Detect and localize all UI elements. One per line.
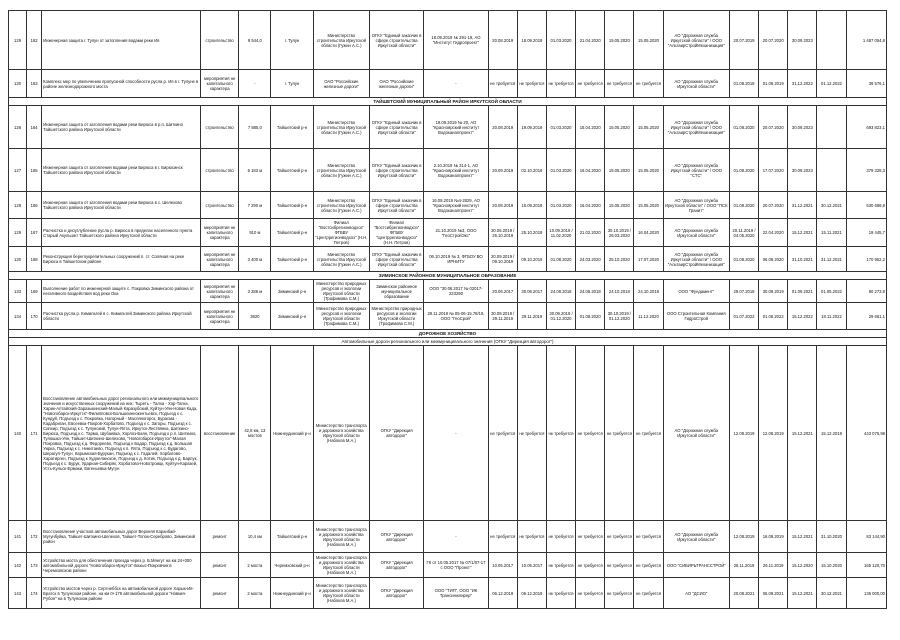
cell-d6: 16.04.2020 bbox=[634, 219, 663, 247]
cell-n: 140 bbox=[9, 346, 27, 521]
cell-cap: 2 моста bbox=[239, 578, 271, 609]
cell-d10: 31.10.2020 bbox=[817, 521, 846, 553]
cell-cust: Филиал "Востсибрегионводхоз" ФГБВУ "Центррегионводхоз" (Н.Н. Петров) bbox=[313, 219, 369, 247]
cell-type: строительство bbox=[201, 192, 239, 219]
cell-d6: 17.07.2020 bbox=[634, 247, 663, 272]
cell-d9: 15.12.2020 bbox=[788, 553, 817, 578]
table-row bbox=[9, 70, 887, 98]
cell-d9: 15.12.2021 bbox=[788, 346, 817, 521]
cell-d9: 30.09.2023 bbox=[788, 11, 817, 70]
cell-cap: 7 885,0 bbox=[239, 106, 271, 149]
cell-d9: 31.12.2022 bbox=[788, 70, 817, 98]
cell-d1: 20.08.2019 bbox=[488, 192, 517, 219]
cell-name: Комплекс мер по увеличению пропускной способности русла р. Ия в г. Тулуне в районе железнодорожного моста bbox=[42, 70, 201, 98]
cell-d8: 01.06.2022 bbox=[759, 303, 788, 330]
cell-d9: 30.09.2023 bbox=[788, 106, 817, 149]
cell-sum: 443 075,98 bbox=[846, 346, 886, 521]
cell-cap: 10,4 км bbox=[239, 521, 271, 553]
cell-n: 128 bbox=[9, 192, 27, 219]
cell-cust: Министерство транспорта и дорожного хозяйства Иркутской области (Набоков М.А.) bbox=[313, 346, 369, 521]
cell-d6: 24.10.2018 bbox=[634, 280, 663, 303]
cell-d3: не требуется bbox=[546, 578, 575, 609]
cell-n: 141 bbox=[9, 521, 27, 553]
cell-d5: 15.05.2020 bbox=[605, 192, 634, 219]
cell-type: мероприятия не капитального характера bbox=[201, 280, 239, 303]
cell-n: 129 bbox=[9, 11, 27, 70]
cell-d5: не требуется bbox=[605, 578, 634, 609]
cell-d7: 01.08.2020 bbox=[729, 106, 758, 149]
cell-d8: 01.08.2019 bbox=[759, 70, 788, 98]
cell-doc: 29.11.2019 № 05-06-15.78/19, ООО "ГеоСрой" bbox=[424, 303, 488, 330]
cell-d5: 15.05.2020 bbox=[605, 106, 634, 149]
cell-id: 165 bbox=[27, 149, 42, 192]
section-header-taishet-label: ТАЙШЕТСКИЙ МУНИЦИПАЛЬНЫЙ РАЙОН ИРКУТСКОЙ ОБЛАСТИ bbox=[9, 98, 887, 106]
cell-d9: 30.09.2023 bbox=[788, 149, 817, 192]
table-row bbox=[9, 553, 887, 578]
table-row bbox=[9, 149, 887, 192]
cell-place: Тайшетский р-н bbox=[271, 521, 313, 553]
cell-dev: Филиал "Востсибрегионводхоз" ФГБВУ "Центррегионводхоз" (Н.Н. Петров) bbox=[369, 219, 423, 247]
cell-d8: 20.07.2020 bbox=[759, 192, 788, 219]
cell-id: 166 bbox=[27, 192, 42, 219]
cell-d1: 20.09.2019 / 09.10.2019 bbox=[488, 247, 517, 272]
table-row bbox=[9, 303, 887, 330]
cell-sum: 83 144,90 bbox=[846, 521, 886, 553]
cell-type: восстановление bbox=[201, 346, 239, 521]
cell-d6: не требуется bbox=[634, 70, 663, 98]
cell-contr: АО "Дорожная служба Иркутской области" bbox=[663, 346, 729, 521]
cell-id: 164 bbox=[27, 106, 42, 149]
cell-d3: 01.08.2020 bbox=[546, 247, 575, 272]
cell-name: Расчистка и дноуглубление русла р. Бирюса в пределах населенного пункта Старый Акульшет Тайшетского района Иркутской области bbox=[42, 219, 201, 247]
cell-n: 133 bbox=[9, 280, 27, 303]
table-row bbox=[9, 521, 887, 553]
cell-type: ремонт bbox=[201, 578, 239, 609]
cell-d8: 12.08.2019 bbox=[759, 346, 788, 521]
cell-dev: ОАО "Российские железные дороги" bbox=[369, 70, 423, 98]
subsection-header-road bbox=[9, 338, 887, 346]
cell-type: ремонт bbox=[201, 521, 239, 553]
cell-d3: не требуется bbox=[546, 346, 575, 521]
cell-d6: 15.05.2020 bbox=[634, 149, 663, 192]
cell-d10: 30.12.2021 bbox=[817, 192, 846, 219]
cell-d3: не требуется bbox=[546, 553, 575, 578]
cell-name: Инженерная защита от затопления водами реки Бирюса в г. Бирюсинск Тайшетского района Иркутской области bbox=[42, 149, 201, 192]
cell-d1: не требуется bbox=[488, 521, 517, 553]
cell-sum: 29 661,1 bbox=[846, 303, 886, 330]
cell-d9: 15.12.2021 bbox=[788, 219, 817, 247]
cell-place: Тайшетский р-н bbox=[271, 192, 313, 219]
cell-cap: 9 544,0 bbox=[239, 11, 271, 70]
cell-d2: 29.11.2019 bbox=[517, 303, 546, 330]
cell-type: строительство bbox=[201, 106, 239, 149]
cell-d9: 31.10.2021 bbox=[788, 247, 817, 272]
cell-name: Инженерная защита от затопления водами реки Бирюса в с. Шелехово Тайшетского района Иркутской области bbox=[42, 192, 201, 219]
cell-d7: 26.11.2019 bbox=[729, 553, 758, 578]
section-header-road bbox=[9, 330, 887, 338]
cell-d1: 30.08.2019 / 29.11.2019 bbox=[488, 303, 517, 330]
cell-dev: ОГКУ "Дирекция автодорог" bbox=[369, 521, 423, 553]
cell-d4: 21.02.2020 bbox=[576, 219, 605, 247]
cell-place: Тайшетский р-н bbox=[271, 106, 313, 149]
cell-sum: 136 000,00 bbox=[846, 578, 886, 609]
cell-d4: не требуется bbox=[576, 578, 605, 609]
cell-d4: 15.04.2020 bbox=[576, 106, 605, 149]
cell-place: Черемховский р-н bbox=[271, 553, 313, 578]
cell-n: 134 bbox=[9, 303, 27, 330]
cell-cap: 6 183 м bbox=[239, 149, 271, 192]
cell-d4: 01.08.2020 bbox=[576, 303, 605, 330]
cell-d3: 01.03.2020 bbox=[546, 149, 575, 192]
cell-id: 162 bbox=[27, 11, 42, 70]
cell-d9: 01.09.2021 bbox=[788, 280, 817, 303]
cell-name: Реконструкция берегоукрепительных сооружений п. ст. Соляная на реке Бирюса в Тайшетском районе bbox=[42, 247, 201, 272]
cell-sum: 19 445,7 bbox=[846, 219, 886, 247]
cell-d6: не требуется bbox=[634, 346, 663, 521]
cell-d10 bbox=[817, 11, 846, 70]
table-body bbox=[9, 11, 887, 609]
cell-d4: 16.04.2020 bbox=[576, 192, 605, 219]
cell-d5: не требуется bbox=[605, 521, 634, 553]
table-row bbox=[9, 106, 887, 149]
cell-place: Зиминский р-н bbox=[271, 280, 313, 303]
cell-id: 168 bbox=[27, 247, 42, 272]
cell-id: 172 bbox=[27, 521, 42, 553]
cell-d2: 18.09.2019 bbox=[517, 11, 546, 70]
cell-sum: 1 487 054,8 bbox=[846, 11, 886, 70]
cell-place: Нижнеудинский р-н bbox=[271, 346, 313, 521]
cell-doc: - bbox=[424, 521, 488, 553]
cell-d1: не требуется bbox=[488, 70, 517, 98]
cell-cust: Министерство природных ресурсов и экологии Иркутской области (Трофимова С.М.) bbox=[313, 303, 369, 330]
cell-cust: Министерство строительства Иркутской области (Гужин А.С.) bbox=[313, 11, 369, 70]
cell-sum: 165 120,70 bbox=[846, 553, 886, 578]
cell-cap: 42,8 км, 13 мостов bbox=[239, 346, 271, 521]
cell-d4: не требуется bbox=[576, 346, 605, 521]
cell-dev: ОГКУ "Единый заказчик в сфере строительства Иркутской области" bbox=[369, 247, 423, 272]
cell-n: 129 bbox=[9, 219, 27, 247]
cell-dev: Зиминское районное муниципальное образование bbox=[369, 280, 423, 303]
cell-d8: 06.09.2021 bbox=[759, 578, 788, 609]
cell-cap: - bbox=[239, 70, 271, 98]
cell-type: строительство bbox=[201, 11, 239, 70]
cell-id: 173 bbox=[27, 553, 42, 578]
cell-id: 163 bbox=[27, 70, 42, 98]
cell-d5: не требуется bbox=[605, 346, 634, 521]
cell-d6: не требуется bbox=[634, 578, 663, 609]
cell-d8: 16.08.2019 bbox=[759, 521, 788, 553]
cell-d10: 15.12.2019 bbox=[817, 346, 846, 521]
cell-place: г. Тулун bbox=[271, 70, 313, 98]
cell-place: Нижнеудинский р-н bbox=[271, 578, 313, 609]
cell-sum: 379 328,3 bbox=[846, 149, 886, 192]
cell-n: 126 bbox=[9, 106, 27, 149]
cell-contr: АО "Дорожная служба Иркутской области" bbox=[663, 219, 729, 247]
cell-contr: АО "Дорожная служба Иркутской области" / ООО "АльтаирСтройМеханизация" bbox=[663, 247, 729, 272]
cell-d4: 16.04.2020 bbox=[576, 149, 605, 192]
cell-d2: 25.10.2019 bbox=[517, 219, 546, 247]
cell-name: Восстановление участков автомобильных дорог Верхняя Каранбай-Мугунбуйка, Тайшет-Шиткино-Шелехов, Тайшет-Топок-Сереброво, Зиминский район bbox=[42, 521, 201, 553]
table-row bbox=[9, 578, 887, 609]
cell-cust: Министерство строительства Иркутской области (Гужин А.С.) bbox=[313, 247, 369, 272]
cell-d2: 10.05.2017 bbox=[517, 553, 546, 578]
cell-contr: АО "Дорожная служба Иркутской области" / ООО "АльтаирСтройМеханизация" bbox=[663, 11, 729, 70]
table-row bbox=[9, 192, 887, 219]
cell-d6: не требуется bbox=[634, 553, 663, 578]
cell-d3: 24.08.2018 bbox=[546, 280, 575, 303]
cell-d10: 31.12.2021 bbox=[817, 247, 846, 272]
cell-d5: 15.05.2020 bbox=[605, 149, 634, 192]
cell-dev: ОГКУ "Единый заказчик в сфере строительства Иркутской области" bbox=[369, 106, 423, 149]
cell-n: 142 bbox=[9, 553, 27, 578]
cell-contr: ООО "СИБИРЬТРАНССТРОЙ" bbox=[663, 553, 729, 578]
cell-cap: 3920 bbox=[239, 303, 271, 330]
cell-cust: Министерство строительства Иркутской области (Гужин А.С.) bbox=[313, 106, 369, 149]
cell-d1: 20.06.2017 bbox=[488, 280, 517, 303]
cell-d6: 15.05.2020 bbox=[634, 11, 663, 70]
cell-id: 171 bbox=[27, 346, 42, 521]
cell-n: 127 bbox=[9, 149, 27, 192]
cell-d5: 30.10.2019 / 26.03.2020 bbox=[605, 219, 634, 247]
cell-d8: 20.07.2020 bbox=[759, 11, 788, 70]
cell-type: строительство bbox=[201, 149, 239, 192]
cell-d8: 30.09.2019 bbox=[759, 280, 788, 303]
cell-d10: 01.05.2022 bbox=[817, 280, 846, 303]
subsection-header-road-label: Автомобильные дороги регионального или межмуниципального значения (ОГКУ "Дирекция автодорог") bbox=[9, 338, 887, 346]
cell-doc: ООО "30.06.2017 № 02017-223290 bbox=[424, 280, 488, 303]
cell-cap: 3 286 м bbox=[239, 280, 271, 303]
cell-d1: не требуется bbox=[488, 346, 517, 521]
section-header-zima-label: ЗИМИНСКОЕ РАЙОННОЕ МУНИЦИПАЛЬНОЕ ОБРАЗОВАНИЕ bbox=[9, 272, 887, 280]
cell-cap: 3 400 м bbox=[239, 247, 271, 272]
cell-d9: 31.12.2021 bbox=[788, 192, 817, 219]
cell-id: 170 bbox=[27, 303, 42, 330]
cell-d8: 22.04.2020 bbox=[759, 219, 788, 247]
cell-dev: ОГКУ "Единый заказчик в сфере строительства Иркутской области" bbox=[369, 149, 423, 192]
cell-doc: 18.09.2019 № 291-19, АО "Институт Гидропроект" bbox=[424, 11, 488, 70]
cell-d6: 15.05.2020 bbox=[634, 106, 663, 149]
cell-d8: 06.08.2020 bbox=[759, 247, 788, 272]
cell-d9: 15.12.2021 bbox=[788, 521, 817, 553]
cell-dev: ОГКУ "Единый заказчик в сфере строительства Иркутской области" bbox=[369, 192, 423, 219]
cell-dev: Министерство природных ресурсов и экологии Иркутской области (Трофимова С.М.) bbox=[369, 303, 423, 330]
cell-d4: 24.08.2018 bbox=[576, 280, 605, 303]
cell-d4: 21.04.2020 bbox=[576, 11, 605, 70]
cell-d2: не требуется bbox=[517, 346, 546, 521]
cell-d10 bbox=[817, 106, 846, 149]
cell-cap: 2 моста bbox=[239, 553, 271, 578]
cell-d10: 15.11.2021 bbox=[817, 219, 846, 247]
section-header-taishet bbox=[9, 98, 887, 106]
cell-type: мероприятия не капитального характера bbox=[201, 219, 239, 247]
table-row bbox=[9, 219, 887, 247]
cell-d10: 15.10.2020 bbox=[817, 553, 846, 578]
cell-contr: АО "Дорожная служба Иркутской области" / ООО "ПСК Гранит" bbox=[663, 192, 729, 219]
cell-d3: 10.09.2019 / 11.02.2020 bbox=[546, 219, 575, 247]
cell-d7: 12.08.2019 bbox=[729, 346, 758, 521]
cell-d5: 24.10.2018 bbox=[605, 280, 634, 303]
table-row bbox=[9, 346, 887, 521]
cell-d1: 20.08.2019 bbox=[488, 11, 517, 70]
cell-id: 167 bbox=[27, 219, 42, 247]
cell-doc: 2.10.2019 № 314-1, АО "Красноярский институт Водоканалпроект" bbox=[424, 149, 488, 192]
cell-d5: не требуется bbox=[605, 70, 634, 98]
cell-d2: 06.12.2019 bbox=[517, 578, 546, 609]
cell-sum: 530 688,8 bbox=[846, 192, 886, 219]
cell-name: Восстановление автомобильных дорог регионального или межмуниципального значения и искусственных сооружений на них: Тыреть - Талха - Хор-Тагна, Харик-Алтайский-Заразыкинский-Малый Каразубский, Куйтун-Уян-Новая Када, "Новогобарск-Иркутск"-Филипповск-Большеиннокентьевск, Подъезд к с. Кундуй, Подъезд к с. Покровка, Нагорный - Масляногорск, Бурасма - Кадабриган, Евсеевка-Покров-Хорбатово, Подъезд к с. Загоры, Подъезд к с. Сипхир, Подъезд к с. Тулунский, Тулун-Ялта, Иркутск-Листвянка, Шиткино-Бирюса, Подъезд к с. Тарма, Шубаевка, Хорлоз-Баян, Подъезд к р.п. Шиткино, Тулюшка-Уян, Тайшет-Шиткино-Шелехово, "Новогобарск-Иркутск"-Малая Покровка, Подъезд к д. Федореево, Подъезд к Бадар, Подъезд к д. Большая Уирка, Подъезд к с. Никитаево, Подъезд к п. Ялта, Подъезд к с. Будагово, Шерагул-Тулун, Карымская-Бурукан, Подъезд к с. Гадалей, Хорбатово-Харатирген, Подъезд к Худоеланское, Подъезд к д. Котик, Подъезд к д. Барлук, Подъезд к с. Бурук, Ударная-Сибиряк, Хорбатово-Новотроицк, Куйтун-Каразей, Усть-Кульск-Ермаки, Евгеньевка-Мугун bbox=[42, 346, 201, 521]
cell-d8: 20.07.2020 bbox=[759, 106, 788, 149]
cell-d9: 15.12.2022 bbox=[788, 303, 817, 330]
cell-d10: 30.12.2021 bbox=[817, 578, 846, 609]
cell-d2: не требуется bbox=[517, 521, 546, 553]
cell-doc: 06.10.2019 № 3, ФГБОУ ВО ИРНИТУ bbox=[424, 247, 488, 272]
cell-d2: 09.10.2019 bbox=[517, 247, 546, 272]
cell-d5: 25.10.2020 bbox=[605, 247, 634, 272]
cell-d4: не требуется bbox=[576, 553, 605, 578]
cell-name: Инженерная защита г. Тулун от затопления водами реки Ия bbox=[42, 11, 201, 70]
cell-contr: АО "Дорожная служба Иркутской области" bbox=[663, 521, 729, 553]
cell-d4: не требуется bbox=[576, 521, 605, 553]
cell-d2: 02.10.2019 bbox=[517, 149, 546, 192]
cell-d2: 19.09.2019 bbox=[517, 106, 546, 149]
cell-name: Выполнение работ по инженерной защите с. Покровка Зиминского района от негативного воздействия вод реки Ока bbox=[42, 280, 201, 303]
cell-contr: АО "Дорожная служба Иркутской области" / ООО "АльтаирСтройМеханизация" bbox=[663, 106, 729, 149]
cell-d1: 30.06.2019 / 25.10.2019 bbox=[488, 219, 517, 247]
cell-d6: 15.05.2020 bbox=[634, 192, 663, 219]
cell-id: 174 bbox=[27, 578, 42, 609]
cell-doc: 19.09.2019 № 20, АО "Красноярский институт Водоканалпроект" bbox=[424, 106, 488, 149]
cell-cap: 7 290 м bbox=[239, 192, 271, 219]
cell-d7: 20.07.2019 bbox=[729, 11, 758, 70]
table-row bbox=[9, 11, 887, 70]
cell-contr: ООО Строительная Компания ГидроСтрой bbox=[663, 303, 729, 330]
cell-d5: не требуется bbox=[605, 553, 634, 578]
cell-doc: 16.09.2019 №4-2829, АО "Красноярский институт Водоканалпроект" bbox=[424, 192, 488, 219]
cell-d1: 20.08.2019 bbox=[488, 106, 517, 149]
cell-sum: 39 576,1 bbox=[846, 70, 886, 98]
cell-d6: не требуется bbox=[634, 521, 663, 553]
cell-contr: АО "ДСИО" bbox=[663, 578, 729, 609]
cell-d2: 30.06.2017 bbox=[517, 280, 546, 303]
cell-sum: 80 273,9 bbox=[846, 280, 886, 303]
cell-dev: ОГКУ "Дирекция автодорог" bbox=[369, 553, 423, 578]
cell-doc: 21.10.2019 №3, ООО "ГеоСтройЭкс" bbox=[424, 219, 488, 247]
cell-contr: АО "Дорожная служба Иркутской области" bbox=[663, 70, 729, 98]
cell-name: Инженерная защита от затопления водами реки Бирюса в р.п. Шиткино Тайшетского района Иркутской области bbox=[42, 106, 201, 149]
cell-contr: ООО "Фундамент" bbox=[663, 280, 729, 303]
cell-d6: 11.12.2020 bbox=[634, 303, 663, 330]
cell-cust: Министерство строительства Иркутской области (Гужин А.С.) bbox=[313, 149, 369, 192]
cell-name: Расчистка русла р. Кимильтей в с. Кимильтей Зиминского района Иркутской области bbox=[42, 303, 201, 330]
cell-doc: ГК от 10.05.2017 № 07/1/07-17 с ООО "Проект" bbox=[424, 553, 488, 578]
section-header-road-label: ДОРОЖНОЕ ХОЗЯЙСТВО bbox=[9, 330, 887, 338]
cell-d7: 01.08.2020 bbox=[729, 149, 758, 192]
cell-d3: не требуется bbox=[546, 70, 575, 98]
cell-d3: 01.03.2020 bbox=[546, 11, 575, 70]
cell-place: Тайшетский р-н bbox=[271, 247, 313, 272]
cell-doc: ООО "ТИП", ООО "ИК Трансинжлирер" bbox=[424, 578, 488, 609]
cell-cust: Министерство транспорта и дорожного хозяйства Иркутской области (Набоков М.А.) bbox=[313, 521, 369, 553]
cell-dev: ОГКУ "Дирекция автодорог" bbox=[369, 346, 423, 521]
cell-place: г. Тулун bbox=[271, 11, 313, 70]
cell-d7: 29.07.2019 bbox=[729, 280, 758, 303]
cell-d4: не требуется bbox=[576, 70, 605, 98]
cell-place: Тайшетский р-н bbox=[271, 219, 313, 247]
cell-n: 143 bbox=[9, 578, 27, 609]
cell-d7: 20.08.2021 bbox=[729, 578, 758, 609]
cell-n: 130 bbox=[9, 247, 27, 272]
cell-d9: 15.12.2021 bbox=[788, 578, 817, 609]
cell-doc: - bbox=[424, 346, 488, 521]
cell-name: Устройство мостов через р. Сертнеббск на автомобильной дороге Харык-Ия-Братск в Тулунском районе, на км 0+179 автомобильной дороги "Новкия-Рубон" на в Тулунском районе bbox=[42, 578, 201, 609]
cell-d3: 30.09.2019 / 01.12.2020 bbox=[546, 303, 575, 330]
cell-type: ремонт bbox=[201, 553, 239, 578]
cell-d2: 16.09.2019 bbox=[517, 192, 546, 219]
cell-d10: 18.11.2022 bbox=[817, 303, 846, 330]
register-table bbox=[8, 10, 887, 609]
cell-contr: АО "Дорожная служба Иркутской области" / ООО "СТС" bbox=[663, 149, 729, 192]
cell-d1: 06.12.2019 bbox=[488, 578, 517, 609]
cell-name: Устройство моста для обеспечения проезда через р. Б.Мянгут на км 24+000 автомобильной дороги "Новогобарск-Иркутск"-Бахыс-Покровчик в Черемховском районе bbox=[42, 553, 201, 578]
cell-d10: 01.12.2022 bbox=[817, 70, 846, 98]
cell-d7: 01.08.2019 bbox=[729, 70, 758, 98]
cell-doc: - bbox=[424, 70, 488, 98]
cell-d7: 01.08.2020 bbox=[729, 192, 758, 219]
cell-d4: 24.03.2020 bbox=[576, 247, 605, 272]
cell-d5: 15.05.2020 bbox=[605, 11, 634, 70]
cell-d7: 20.11.2019 / 04.05.2020 bbox=[729, 219, 758, 247]
cell-dev: ОГКУ "Единый заказчик в сфере строительства Иркутской области" bbox=[369, 11, 423, 70]
cell-cust: Министерство природных ресурсов и экологии Иркутской области (Трофимова С.М.) bbox=[313, 280, 369, 303]
cell-cust: ОАО "Российские железные дороги" bbox=[313, 70, 369, 98]
table-row bbox=[9, 280, 887, 303]
cell-sum: 693 823,1 bbox=[846, 106, 886, 149]
cell-d7: 01.07.2022 bbox=[729, 303, 758, 330]
cell-sum: 170 952,2 bbox=[846, 247, 886, 272]
cell-place: Зиминский р-н bbox=[271, 303, 313, 330]
cell-d7: 01.08.2020 bbox=[729, 247, 758, 272]
cell-d7: 12.08.2019 bbox=[729, 521, 758, 553]
cell-d8: 26.11.2019 bbox=[759, 553, 788, 578]
cell-place: Тайшетский р-н bbox=[271, 149, 313, 192]
cell-d10 bbox=[817, 149, 846, 192]
cell-n: 130 bbox=[9, 70, 27, 98]
cell-d3: 01.03.2020 bbox=[546, 106, 575, 149]
section-header-zima bbox=[9, 272, 887, 280]
cell-type: мероприятия не капитального характера bbox=[201, 70, 239, 98]
cell-id: 169 bbox=[27, 280, 42, 303]
cell-cust: Министерство строительства Иркутской области (Гужин А.С.) bbox=[313, 192, 369, 219]
table-row bbox=[9, 247, 887, 272]
cell-d1: 10.05.2017 bbox=[488, 553, 517, 578]
cell-cust: Министерство транспорта и дорожного хозяйства Иркутской области (Набоков М.А.) bbox=[313, 578, 369, 609]
cell-d3: не требуется bbox=[546, 521, 575, 553]
cell-d2: не требуется bbox=[517, 70, 546, 98]
cell-dev: ОГКУ "Дирекция автодорог" bbox=[369, 578, 423, 609]
cell-d3: 01.03.2020 bbox=[546, 192, 575, 219]
cell-cust: Министерство транспорта и дорожного хозяйства Иркутской области (Набоков М.А.) bbox=[313, 553, 369, 578]
cell-cap: 910 м bbox=[239, 219, 271, 247]
cell-d1: 20.09.2019 bbox=[488, 149, 517, 192]
cell-type: мероприятия не капитального характера bbox=[201, 303, 239, 330]
cell-type: мероприятия не капитального характера bbox=[201, 247, 239, 272]
cell-d8: 17.07.2020 bbox=[759, 149, 788, 192]
cell-d5: 30.10.2019 / 01.12.2020 bbox=[605, 303, 634, 330]
